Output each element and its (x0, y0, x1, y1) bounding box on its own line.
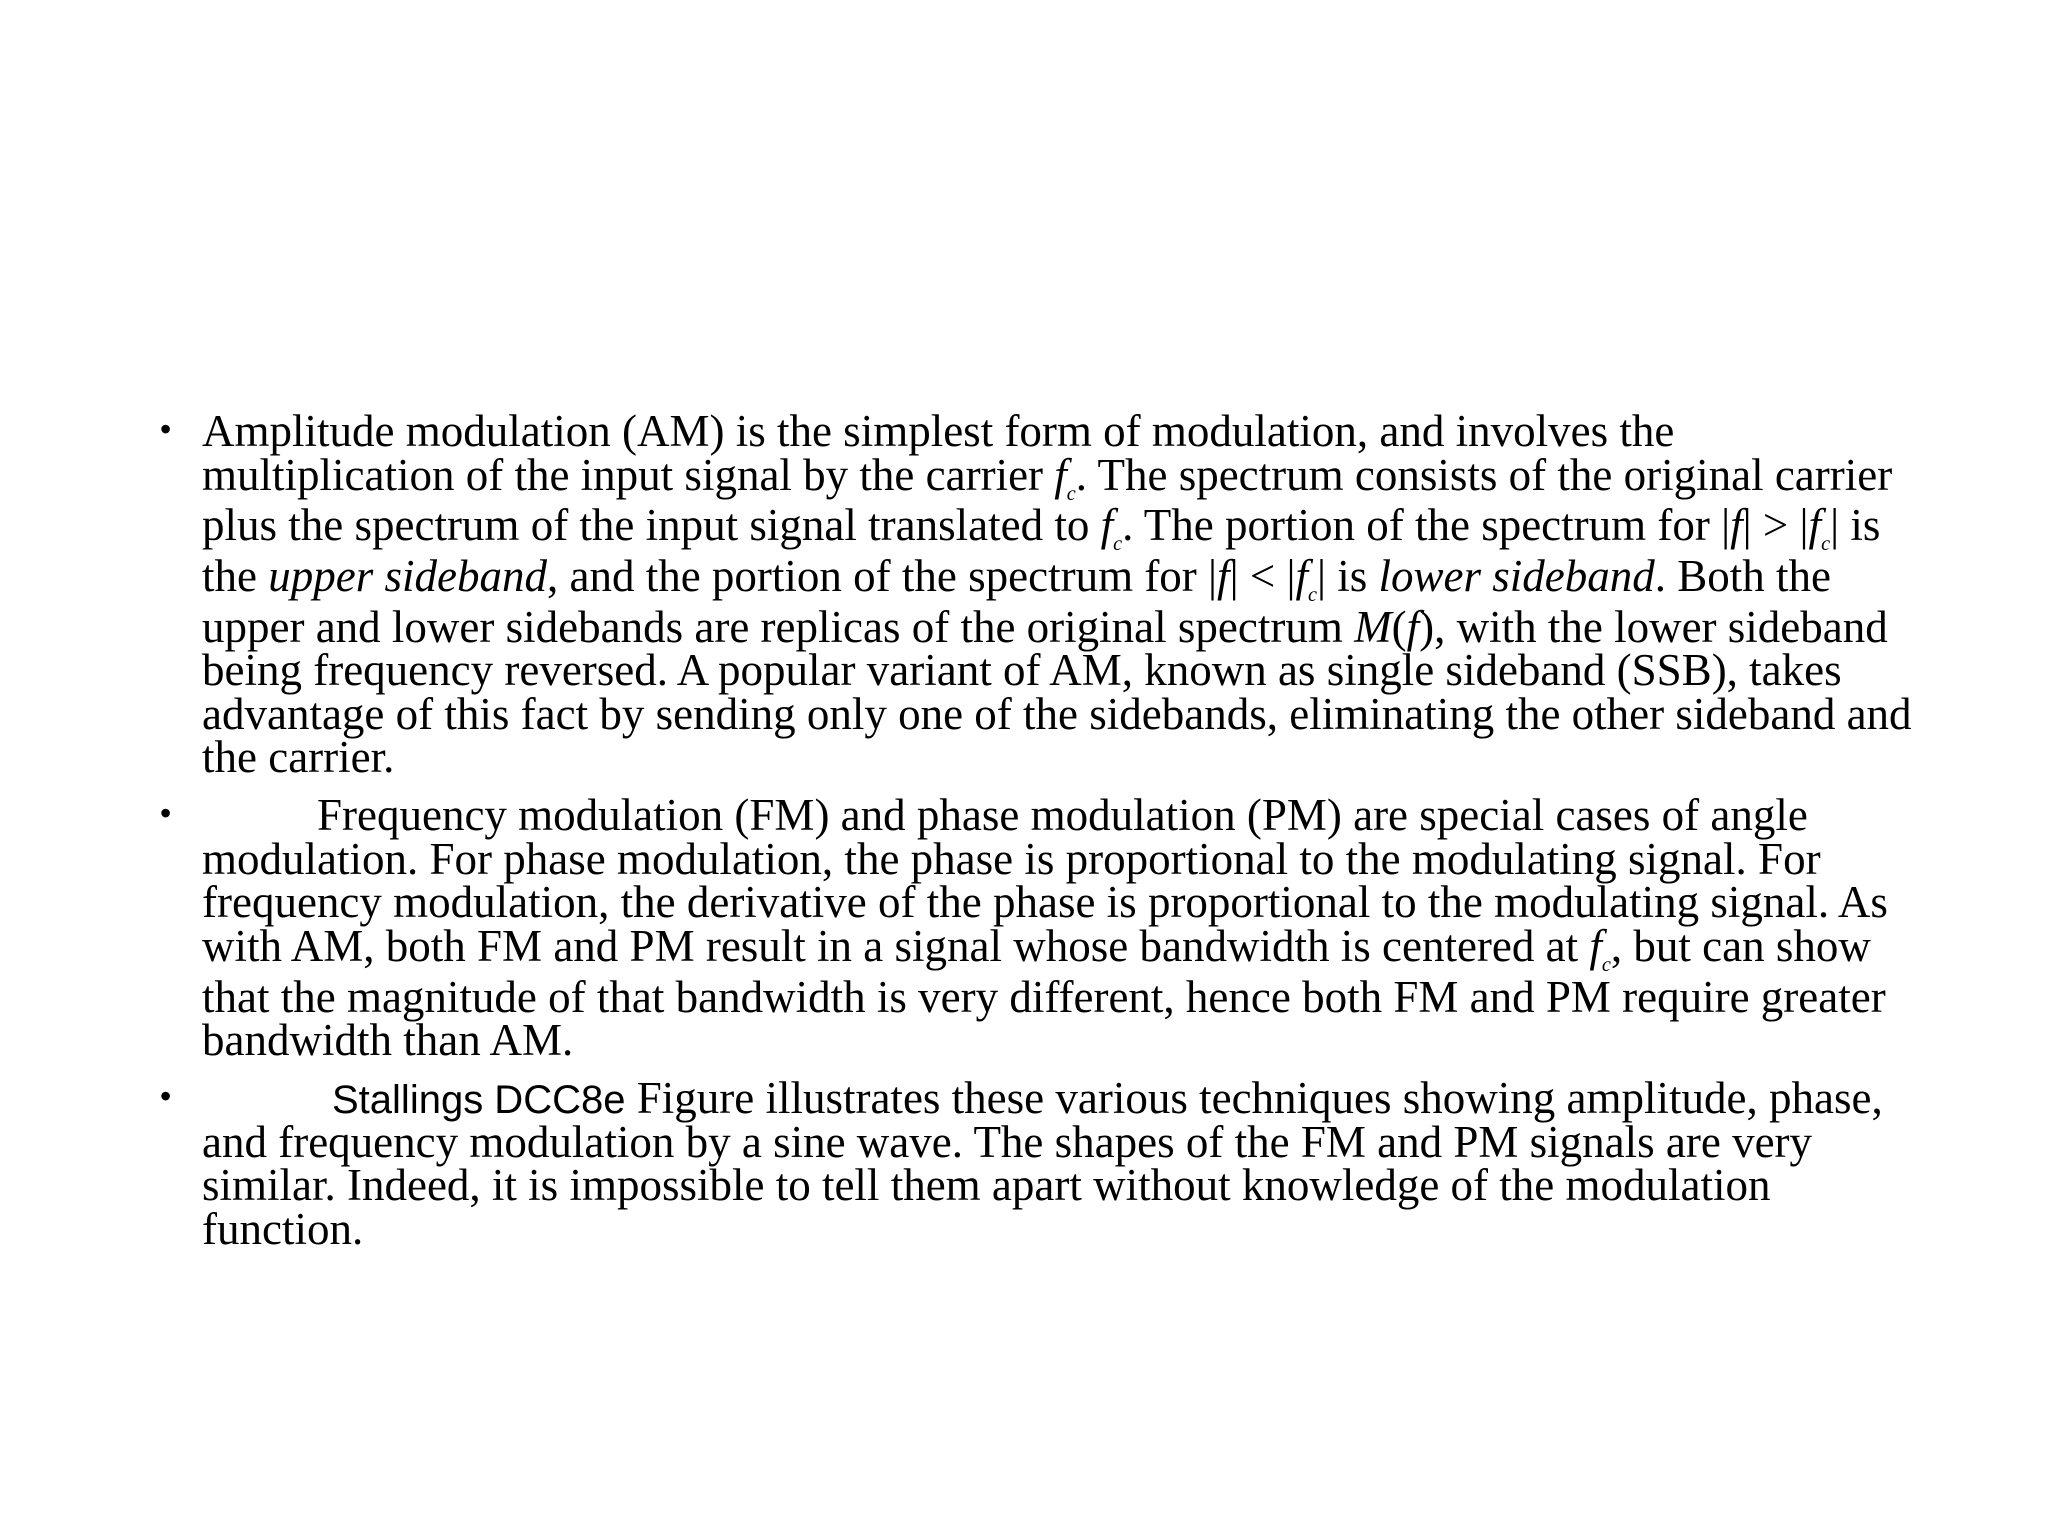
fc-symbol: $f_c$ (1100, 500, 1123, 556)
M-symbol: M (1354, 601, 1392, 652)
f-symbol: f (1730, 500, 1743, 551)
am-text-2: . The spectrum consists of the original carrier plus the spectrum of the input signal translated to (202, 449, 1893, 551)
am-text-6: , and the portion of the spectrum for | (546, 550, 1218, 601)
am-text-8: | is (1316, 550, 1379, 601)
fc-symbol: $f_c$ (1295, 550, 1317, 606)
bullet-item-figure (160, 1072, 1920, 1254)
bullet-marker: • (160, 795, 172, 832)
am-text-4: | > | (1742, 500, 1809, 551)
fc-symbol: $f_c$ (1589, 921, 1611, 977)
bullet-item-fm-pm (160, 790, 1920, 1066)
fc-symbol: $f_c$ (1808, 500, 1831, 556)
am-text-9: . Both the upper and lower sidebands are replicas of the original spectrum (202, 550, 1832, 652)
am-text-11: ), with the lower sideband being frequency reversed. A popular variant of AM, known as single sideband (SSB), takes advantage of this fact by sending only one of the sidebands, eliminating the other sideband and the carrier. (202, 601, 1912, 783)
am-text-10: ( (1391, 601, 1407, 652)
f-symbol: f (1217, 550, 1230, 601)
am-text-3: . The portion of the spectrum for | (1122, 500, 1731, 551)
bullet-list (160, 406, 1920, 1266)
lower-sideband-term: lower sideband (1378, 550, 1655, 601)
source-reference: Stallings DCC8e (332, 1077, 626, 1122)
am-text-5: | is the (202, 500, 1881, 601)
fm-text-1: Frequency modulation (FM) and phase modulation (PM) are special cases of angle modulation. For phase modulation, the phase is proportional to the modulating signal. For frequency modulation, the derivative of the phase is proportional to the modulating signal. As with AM, both FM and PM result in a signal whose bandwidth is centered at (202, 790, 1888, 972)
bullet-item-am (160, 406, 1920, 783)
bullet-marker: • (160, 411, 172, 447)
figure-text: Figure illustrates these various techniques showing amplitude, phase, and frequency modulation by a sine wave. The shapes of the FM and PM signals are very similar. Indeed, it is impossible to tell them apart without knowledge of the modulation function. (202, 1072, 1883, 1254)
fc-symbol: $f_c$ (1054, 449, 1076, 505)
f-symbol: f (1406, 601, 1420, 652)
am-text-1: Amplitude modulation (AM) is the simplest form of modulation, and involves the multiplication of the input signal by the carrier (202, 406, 1675, 500)
bullet-marker: • (160, 1077, 172, 1114)
upper-sideband-term: upper sideband (268, 550, 547, 601)
am-text-7: | < | (1229, 550, 1296, 601)
fm-text-2: , but can show that the magnitude of that bandwidth is very different, hence both FM and PM require greater bandwidth than AM. (202, 921, 1886, 1066)
